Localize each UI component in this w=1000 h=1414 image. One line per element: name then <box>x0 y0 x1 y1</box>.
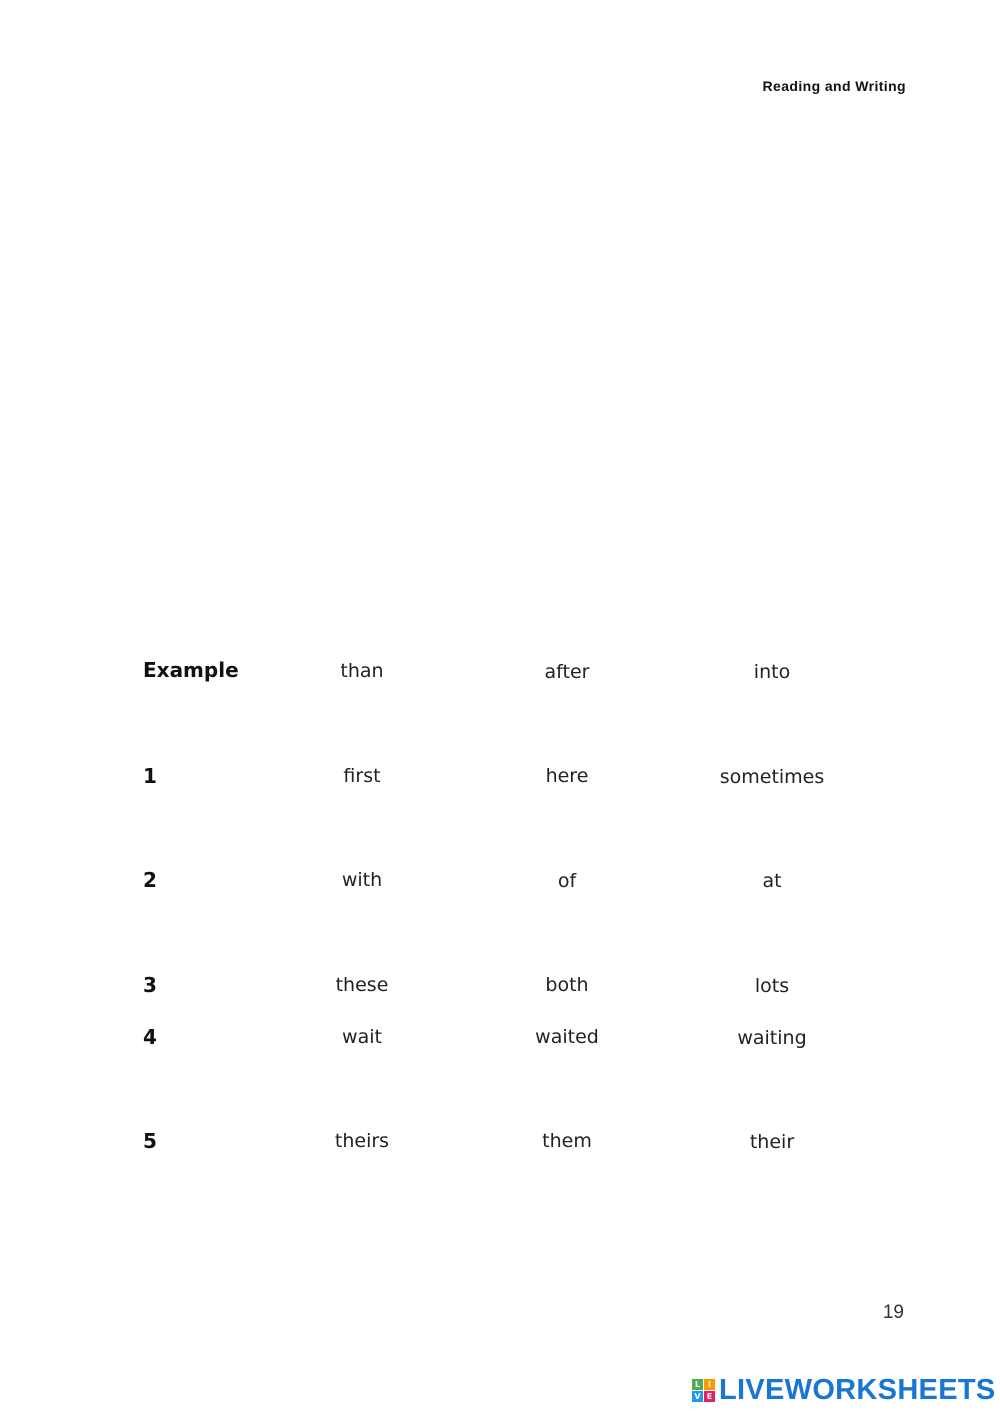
word-option[interactable]: with <box>341 869 383 891</box>
logo-mark-letter: L <box>692 1379 703 1390</box>
word-option[interactable]: here <box>545 765 589 787</box>
page-header-title: Reading and Writing <box>762 78 906 94</box>
word-option[interactable]: theirs <box>334 1130 390 1152</box>
word-option[interactable]: waited <box>535 1026 599 1048</box>
word-option[interactable]: their <box>749 1131 795 1153</box>
word-option[interactable]: wait <box>342 1026 382 1048</box>
word-option[interactable]: these <box>335 974 389 996</box>
row-label-4: 4 <box>143 1025 157 1049</box>
word-option[interactable]: sometimes <box>719 766 825 788</box>
logo-mark-icon <box>692 1379 715 1402</box>
word-option[interactable]: them <box>542 1130 592 1152</box>
row-label-5: 5 <box>143 1129 157 1153</box>
word-option[interactable]: after <box>544 661 590 683</box>
logo-text: LIVEWORKSHEETS <box>719 1374 996 1406</box>
page-number: 19 <box>882 1302 904 1323</box>
row-label-example: Example <box>143 658 239 682</box>
row-label-2: 2 <box>143 868 157 892</box>
word-option[interactable]: at <box>762 870 782 892</box>
liveworksheets-logo <box>692 1374 996 1407</box>
row-label-3: 3 <box>143 973 157 997</box>
logo-mark-letter: I <box>704 1379 715 1390</box>
word-option[interactable]: into <box>753 661 791 683</box>
logo-mark-letter: V <box>692 1391 703 1402</box>
word-option[interactable]: than <box>340 660 384 682</box>
word-option[interactable]: waiting <box>737 1027 807 1049</box>
word-option[interactable]: first <box>343 765 381 787</box>
word-option[interactable]: both <box>545 974 589 996</box>
row-label-1: 1 <box>143 764 157 788</box>
word-option[interactable]: of <box>557 870 577 892</box>
logo-mark-letter: E <box>704 1391 715 1402</box>
word-option[interactable]: lots <box>754 975 790 997</box>
